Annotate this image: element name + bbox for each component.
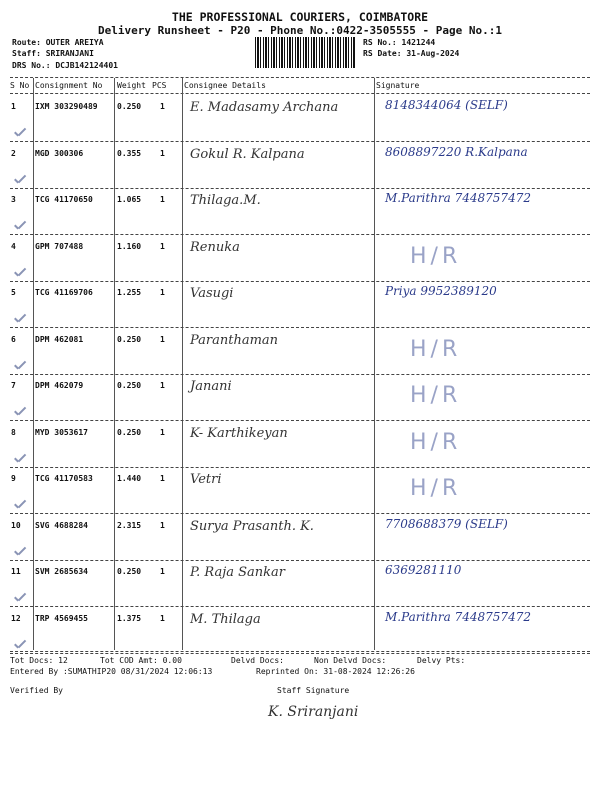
row-signature: H/R [410, 383, 462, 408]
row-weight: 1.160 [117, 242, 142, 251]
reprinted-on: Reprinted On: 31-08-2024 12:26:26 [256, 667, 415, 676]
row-weight: 1.065 [117, 195, 142, 204]
col-weight: Weight [117, 81, 146, 90]
row-divider [10, 420, 590, 421]
row-signature: M.Parithra 7448757472 [385, 191, 531, 205]
table-row [0, 236, 600, 286]
row-consignee: Vetri [190, 472, 222, 487]
row-pcs: 1 [160, 428, 165, 437]
row-consignment-no: DPM 462079 [35, 381, 84, 390]
drs-label: DRS No.: DCJB142124401 [12, 61, 118, 70]
check-mark-icon [14, 549, 26, 559]
row-sno: 11 [11, 567, 21, 576]
table-row [0, 375, 600, 425]
row-weight: 0.250 [117, 428, 142, 437]
col-consignment: Consignment No [35, 81, 103, 90]
row-signature: H/R [410, 337, 462, 362]
row-consignee: Gokul R. Kalpana [190, 147, 305, 162]
row-sno: 3 [11, 195, 16, 204]
table-row [0, 189, 600, 239]
row-consignee: M. Thilaga [190, 612, 261, 627]
row-consignee: Paranthaman [190, 333, 279, 348]
table-row [0, 96, 600, 146]
row-consignment-no: SVG 4688284 [35, 521, 88, 530]
row-sno: 10 [11, 521, 21, 530]
check-mark-icon [14, 363, 26, 373]
row-consignment-no: TCG 41169706 [35, 288, 93, 297]
staff-signature-label: Staff Signature [277, 686, 350, 695]
row-sno: 12 [11, 614, 21, 623]
check-mark-icon [14, 177, 26, 187]
rs-date: RS Date: 31-Aug-2024 [363, 49, 460, 58]
row-pcs: 1 [160, 149, 165, 158]
row-pcs: 1 [160, 242, 165, 251]
row-signature: 7708688379 (SELF) [385, 517, 508, 531]
row-signature: 8148344064 (SELF) [385, 98, 508, 112]
row-consignment-no: MYD 3053617 [35, 428, 88, 437]
check-mark-icon [14, 409, 26, 419]
check-mark-icon [14, 270, 26, 280]
table-row [0, 329, 600, 379]
row-weight: 0.250 [117, 335, 142, 344]
row-consignment-no: MGD 300306 [35, 149, 84, 158]
row-sno: 8 [11, 428, 16, 437]
header-bottom-rule [10, 93, 590, 94]
check-mark-icon [14, 456, 26, 466]
tot-docs: Tot Docs: 12 [10, 656, 68, 665]
row-pcs: 1 [160, 195, 165, 204]
row-consignee: P. Raja Sankar [190, 565, 285, 580]
table-row [0, 143, 600, 193]
row-sno: 5 [11, 288, 16, 297]
table-row [0, 515, 600, 565]
col-consignee: Consignee Details [184, 81, 266, 90]
row-consignee: Vasugi [190, 286, 234, 301]
col-pcs: PCS [152, 81, 167, 90]
row-pcs: 1 [160, 381, 165, 390]
staff-handwritten-signature: K. Sriranjani [268, 704, 359, 720]
row-weight: 1.440 [117, 474, 142, 483]
check-mark-icon [14, 223, 26, 233]
row-signature: H/R [410, 430, 462, 455]
row-divider [10, 141, 590, 142]
row-divider [10, 606, 590, 607]
staff-label: Staff: SRIRANJANI [12, 49, 94, 58]
table-row [0, 561, 600, 611]
row-weight: 0.250 [117, 381, 142, 390]
delvy-pts: Delvy Pts: [417, 656, 466, 665]
col-signature: Signature [376, 81, 420, 90]
non-delvd-docs: Non Delvd Docs: [314, 656, 387, 665]
row-signature: 6369281110 [385, 563, 462, 577]
row-consignee: Janani [190, 379, 232, 394]
row-consignment-no: IXM 303290489 [35, 102, 98, 111]
row-sno: 4 [11, 242, 16, 251]
company-title: THE PROFESSIONAL COURIERS, COIMBATORE [171, 10, 429, 24]
row-weight: 0.250 [117, 567, 142, 576]
row-pcs: 1 [160, 102, 165, 111]
row-signature: 8608897220 R.Kalpana [385, 145, 528, 159]
row-signature: H/R [410, 476, 462, 501]
row-consignee: E. Madasamy Archana [190, 100, 339, 115]
row-pcs: 1 [160, 335, 165, 344]
row-consignee: Surya Prasanth. K. [190, 519, 314, 534]
row-divider [10, 513, 590, 514]
row-consignment-no: GPM 707488 [35, 242, 84, 251]
row-consignment-no: TCG 41170650 [35, 195, 93, 204]
row-signature: M.Parithra 7448757472 [385, 610, 531, 624]
row-sno: 6 [11, 335, 16, 344]
row-pcs: 1 [160, 474, 165, 483]
check-mark-icon [14, 502, 26, 512]
row-consignee: Renuka [190, 240, 240, 255]
table-row [0, 422, 600, 472]
row-consignee: Thilaga.M. [190, 193, 261, 208]
row-signature: H/R [410, 244, 462, 269]
verified-by: Verified By [10, 686, 63, 695]
runsheet-subtitle: Delivery Runsheet - P20 - Phone No.:0422-3505555 - Page No.:1 [98, 24, 502, 37]
check-mark-icon [14, 130, 26, 140]
row-sno: 1 [11, 102, 16, 111]
table-row [0, 282, 600, 332]
check-mark-icon [14, 595, 26, 605]
row-consignee: K- Karthikeyan [190, 426, 288, 441]
row-pcs: 1 [160, 567, 165, 576]
row-consignment-no: TRP 4569455 [35, 614, 88, 623]
row-sno: 9 [11, 474, 16, 483]
check-mark-icon [14, 316, 26, 326]
row-divider [10, 327, 590, 328]
rs-number: RS No.: 1421244 [363, 38, 436, 47]
row-weight: 1.255 [117, 288, 142, 297]
col-sno: S No [10, 81, 30, 90]
route-label: Route: OUTER AREIYA [12, 38, 104, 47]
header-top-rule [10, 77, 590, 78]
row-weight: 1.375 [117, 614, 142, 623]
row-consignment-no: SVM 2685634 [35, 567, 88, 576]
row-sno: 2 [11, 149, 16, 158]
footer-rule [10, 651, 590, 652]
row-pcs: 1 [160, 288, 165, 297]
row-weight: 0.250 [117, 102, 142, 111]
delvd-docs: Delvd Docs: [231, 656, 284, 665]
row-signature: Priya 9952389120 [385, 284, 497, 298]
table-row [0, 468, 600, 518]
row-pcs: 1 [160, 614, 165, 623]
barcode [255, 37, 355, 68]
row-weight: 0.355 [117, 149, 142, 158]
tot-cod: Tot COD Amt: 0.00 [100, 656, 182, 665]
row-pcs: 1 [160, 521, 165, 530]
row-consignment-no: TCG 41170583 [35, 474, 93, 483]
row-weight: 2.315 [117, 521, 142, 530]
row-sno: 7 [11, 381, 16, 390]
row-consignment-no: DPM 462081 [35, 335, 84, 344]
row-divider [10, 653, 590, 654]
row-divider [10, 234, 590, 235]
entered-by: Entered By :SUMATHIP20 08/31/2024 12:06:13 [10, 667, 213, 676]
